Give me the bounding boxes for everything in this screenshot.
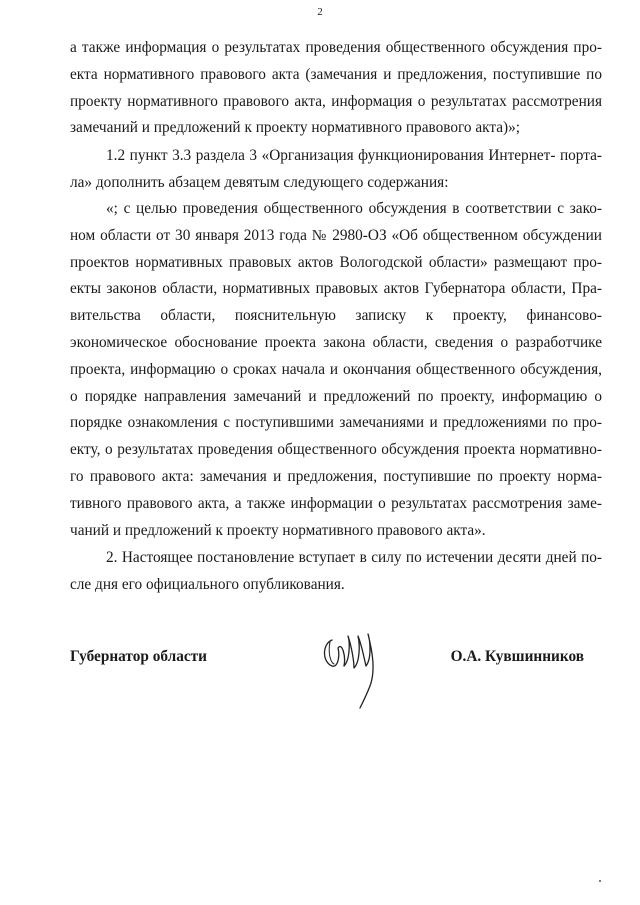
text-line: сле дня его официального опубликования. bbox=[70, 575, 345, 593]
text-line: екта нормативного правового акта (замечания и предложения, поступившие по bbox=[70, 65, 602, 83]
text-line: екты законов области, нормативных правовых актов Губернатора области, Пра- bbox=[70, 280, 602, 298]
text-line: екту, о результатах проведения общественного обсуждения проекта нормативно- bbox=[70, 441, 602, 459]
text-line: проекту нормативного правового акта, информация о результатах рассмотрения bbox=[70, 92, 602, 110]
text-line: порядке ознакомления с поступившими замечаниями и предложениями по про- bbox=[70, 414, 602, 432]
paragraph-item-1-2 bbox=[70, 143, 602, 197]
text-line: «; с целью проведения общественного обсуждения в соответствии с зако- bbox=[106, 200, 602, 217]
text-line: го правового акта: замечания и предложения, поступившие по проекту норма- bbox=[70, 467, 602, 485]
text-line: замечаний и предложений к проекту нормативного правового акта)»; bbox=[70, 119, 521, 137]
paragraph-continuation bbox=[70, 35, 602, 142]
text-line: вительства области, пояснительную записку к проекту, финансово- bbox=[70, 307, 602, 325]
text-line: ла» дополнить абзацем девятым следующего содержания: bbox=[70, 173, 449, 191]
text-line: экономическое обоснование проекта закона области, сведения о разработчике bbox=[70, 333, 602, 351]
text-line: ном области от 30 января 2013 года № 2980-ОЗ «Об общественном обсуждении bbox=[70, 226, 602, 244]
text-line: чаний и предложений к проекту нормативного правового акта». bbox=[70, 521, 486, 539]
text-line: проектов нормативных правовых актов Вологодской области» размещают про- bbox=[70, 253, 602, 271]
paragraph-quoted-amendment bbox=[70, 196, 602, 544]
signatory-title: Губернатор области bbox=[70, 648, 207, 665]
text-line: проекта, информацию о сроках начала и окончания общественного обсуждения, bbox=[70, 360, 602, 378]
handwritten-signature bbox=[318, 622, 390, 712]
text-line: о порядке направления замечаний и предложений по проекту, информацию о bbox=[70, 387, 602, 405]
text-line: тивного правового акта, а также информации о результатах рассмотрения заме- bbox=[70, 494, 602, 512]
scan-speck bbox=[599, 880, 601, 882]
page-number: 2 bbox=[317, 6, 323, 18]
text-line: а также информация о результатах проведения общественного обсуждения про- bbox=[70, 39, 602, 56]
signatory-name: О.А. Кувшинников bbox=[450, 648, 584, 665]
signature-block bbox=[70, 648, 602, 728]
paragraph-item-2 bbox=[70, 545, 602, 599]
text-line: 2. Настоящее постановление вступает в силу по истечении десяти дней по- bbox=[106, 549, 602, 566]
text-line: 1.2 пункт 3.3 раздела 3 «Организация функционирования Интернет- порта- bbox=[106, 147, 602, 164]
